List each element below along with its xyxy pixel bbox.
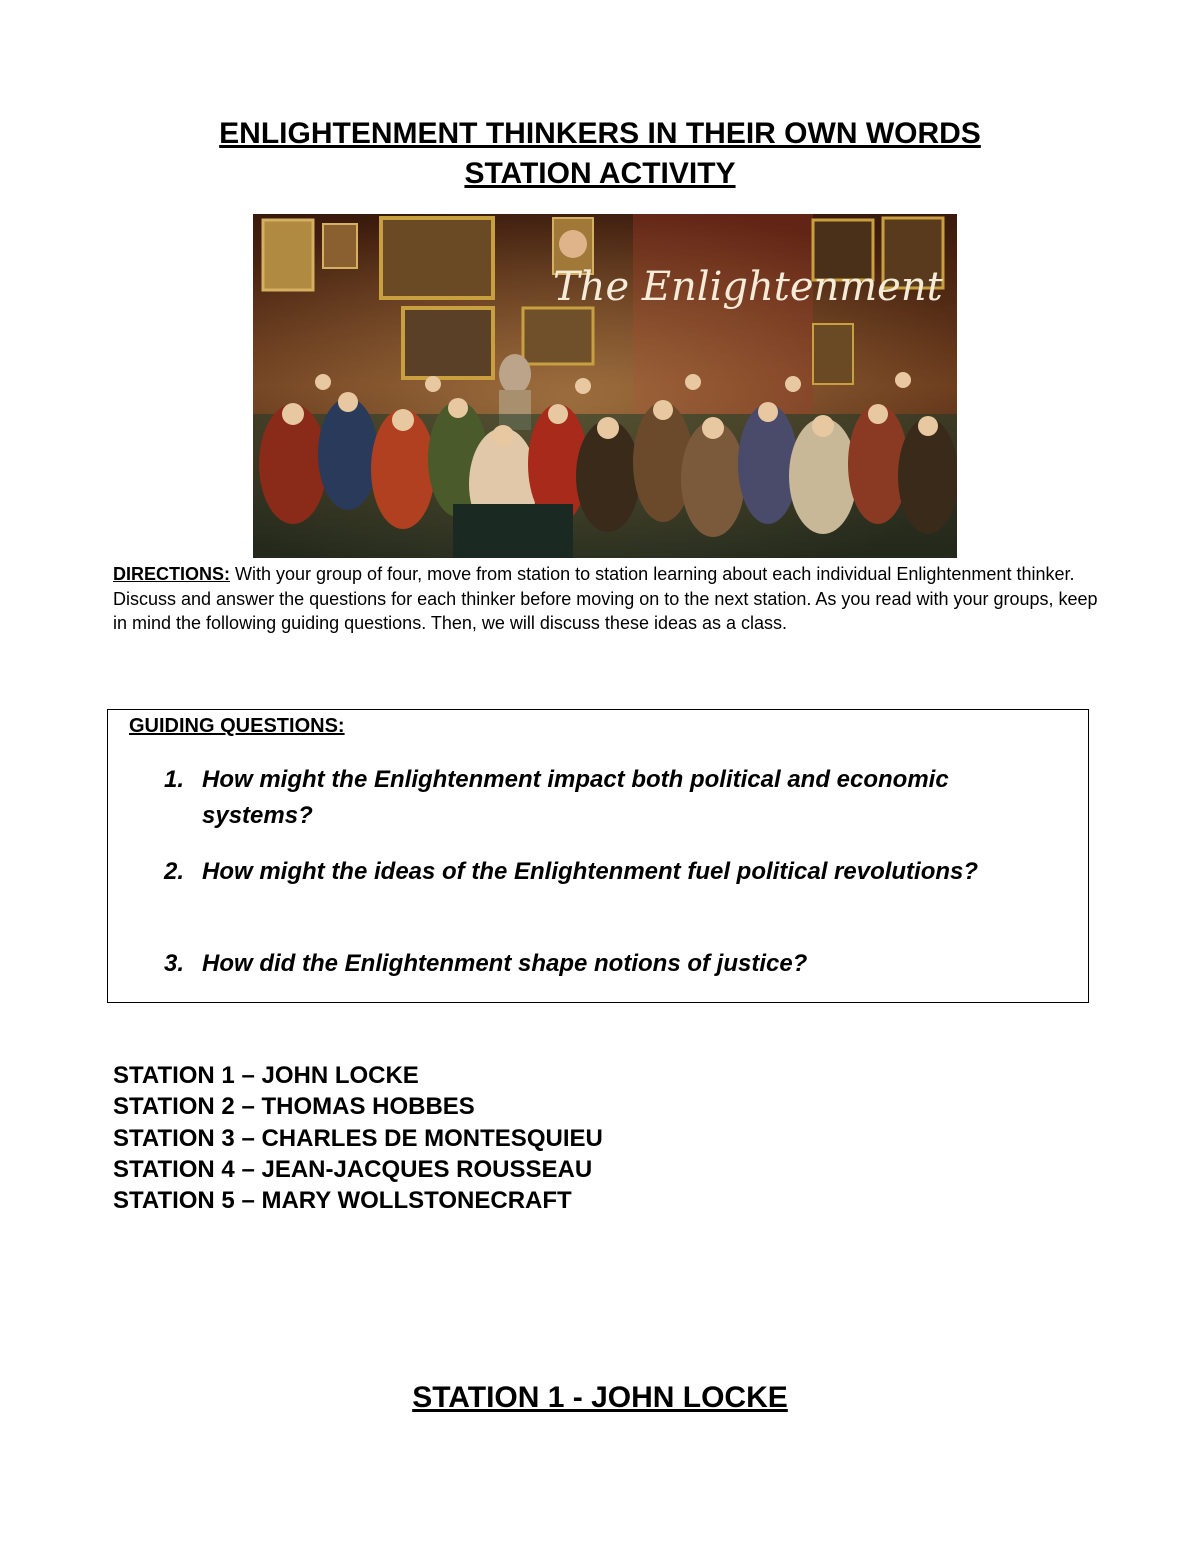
station-item: STATION 3 – CHARLES DE MONTESQUIEU — [113, 1124, 603, 1152]
guiding-question — [164, 946, 1064, 982]
section-heading: STATION 1 - JOHN LOCKE — [412, 1381, 788, 1414]
station-item: STATION 4 – JEAN-JACQUES ROUSSEAU — [113, 1155, 593, 1183]
guiding-questions-box — [107, 709, 1089, 1003]
guiding-questions-heading: GUIDING QUESTIONS: — [129, 715, 345, 737]
directions-paragraph — [113, 562, 1098, 636]
station-item: STATION 1 – JOHN LOCKE — [113, 1062, 419, 1089]
directions-text: With your group of four, move from station to station learning about each individual Enlightenment thinker. Discuss and answer the questions for each thinker before moving on to the next station. As you read with your groups, keep in mind the following guiding questions. Then, we will discuss these ideas as a class. — [113, 564, 1098, 633]
banner-title: The Enlightenment — [553, 264, 943, 310]
enlightenment-salon-painting — [253, 214, 957, 558]
station-item: STATION 2 – THOMAS HOBBES — [113, 1093, 475, 1121]
station-item: STATION 5 – MARY WOLLSTONECRAFT — [113, 1187, 572, 1215]
question-text: How did the Enlightenment shape notions of justice? — [202, 950, 808, 977]
question-text: How might the Enlightenment impact both political and economic systems? — [202, 766, 949, 829]
page-subtitle: STATION ACTIVITY — [464, 157, 736, 190]
question-number: 2. — [164, 858, 185, 885]
guiding-question — [164, 762, 1064, 834]
directions-label: DIRECTIONS: — [113, 564, 230, 584]
question-number: 1. — [164, 766, 185, 793]
question-number: 3. — [164, 950, 185, 977]
question-text: How might the ideas of the Enlightenment fuel political revolutions? — [202, 858, 979, 885]
page-title: ENLIGHTENMENT THINKERS IN THEIR OWN WORDS — [219, 117, 981, 150]
guiding-question — [164, 854, 1064, 890]
station-list — [113, 1060, 603, 1216]
